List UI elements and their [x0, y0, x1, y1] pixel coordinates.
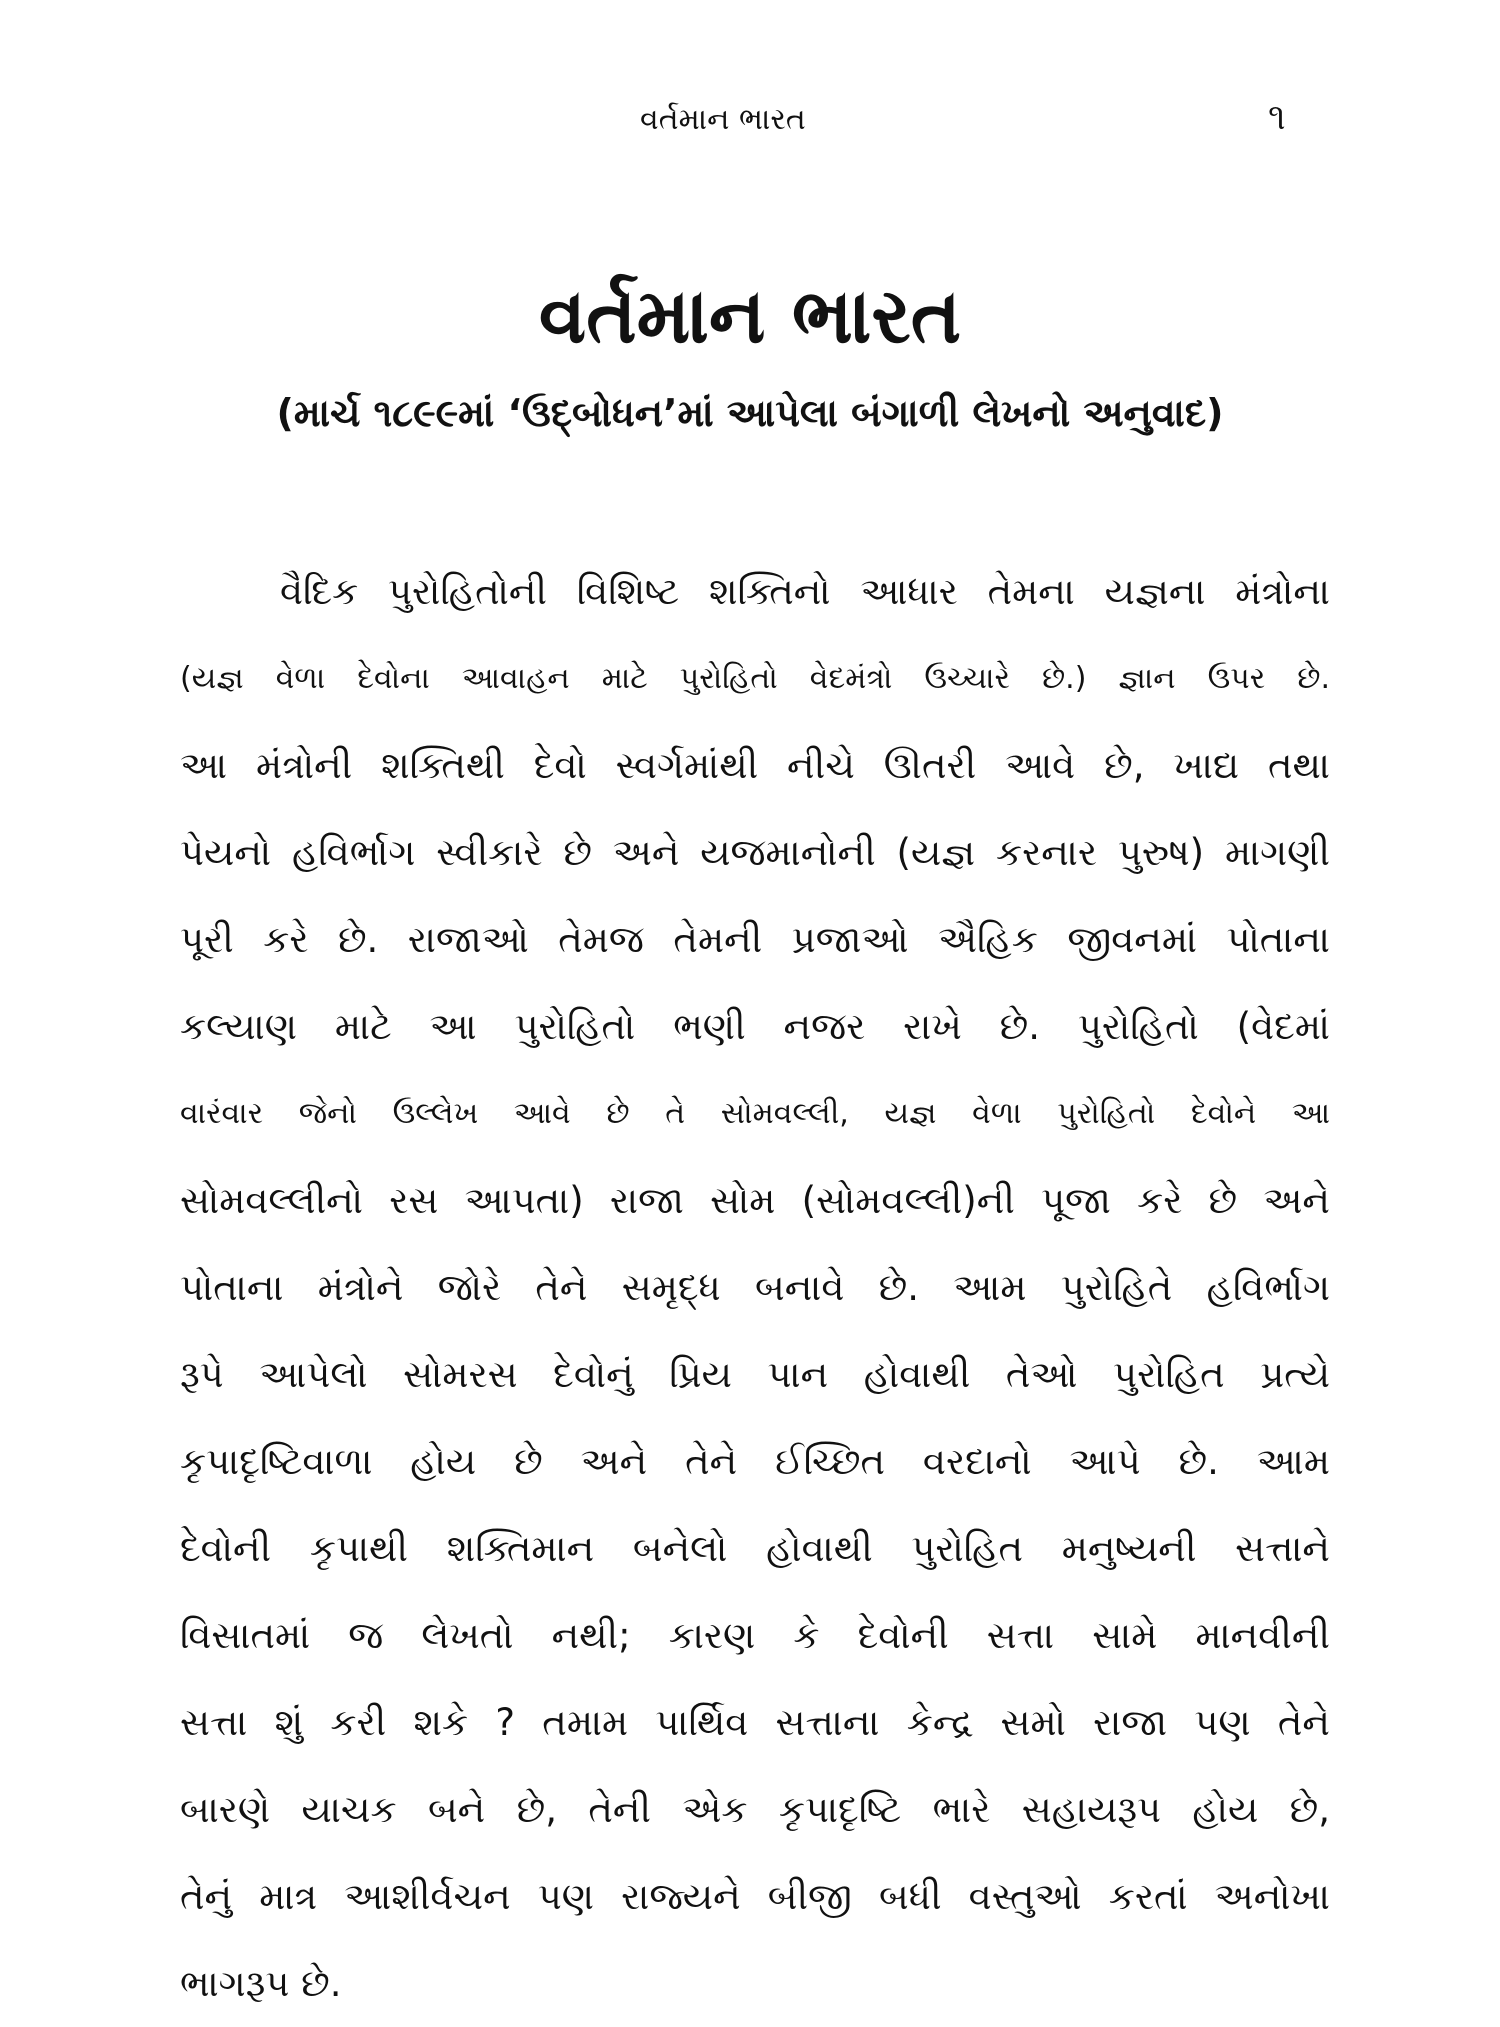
paragraph-line: વારંવાર જેનો ઉલ્લેખ આવે છે તે સોમવલ્લી, યજ્ઞ વેળા પુરોહિતો દેવોને આ [180, 1096, 1330, 1131]
paragraph-line: કૃપાદૃષ્ટિવાળા હોય છે અને તેને ઈચ્છિત વરદાનો આપે છે. આમ [180, 1440, 1330, 1483]
paragraph-line: સોમવલ્લીનો રસ આપતા) રાજા સોમ (સોમવલ્લી)ની પૂજા કરે છે અને [180, 1179, 1330, 1222]
paragraph-line: કલ્યાણ માટે આ પુરોહિતો ભણી નજર રાખે છે. પુરોહિતો (વેદમાં [180, 1005, 1330, 1048]
running-header: વર્તમાન ભારત [640, 102, 806, 137]
paragraph-line: દેવોની કૃપાથી શક્તિમાન બનેલો હોવાથી પુરોહિત મનુષ્યની સત્તાને [180, 1527, 1330, 1570]
paragraph-line: તેનું માત્ર આશીર્વચન પણ રાજ્યને બીજી બધી વસ્તુઓ કરતાં અનોખા [180, 1875, 1330, 1918]
paragraph-line: પૂરી કરે છે. રાજાઓ તેમજ તેમની પ્રજાઓ ઐહિક જીવનમાં પોતાના [180, 918, 1330, 961]
paragraph-line: સત્તા શું કરી શકે ? તમામ પાર્થિવ સત્તાના કેન્દ્ર સમો રાજા પણ તેને [180, 1701, 1330, 1744]
chapter-title: વર્તમાન ભારત [538, 271, 962, 360]
paragraph-line: આ મંત્રોની શક્તિથી દેવો સ્વર્ગમાંથી નીચે ઊતરી આવે છે, ખાદ્ય તથા [180, 744, 1330, 787]
paragraph-line: પેયનો હવિર્ભાગ સ્વીકારે છે અને યજમાનોની (યજ્ઞ કરનાર પુરુષ) માગણી [180, 831, 1330, 874]
paragraph-line: વૈદિક પુરોહિતોની વિશિષ્ટ શક્તિનો આધાર તેમના યજ્ઞના મંત્રોના [280, 570, 1330, 613]
paragraph-line: (યજ્ઞ વેળા દેવોના આવાહન માટે પુરોહિતો વેદમંત્રો ઉચ્ચારે છે.) જ્ઞાન ઉપર છે. [180, 661, 1330, 696]
paragraph-line: ભાગરૂપ છે. [180, 1962, 342, 2005]
body-paragraph [180, 548, 1330, 2027]
paragraph-line: વિસાતમાં જ લેખતો નથી; કારણ કે દેવોની સત્તા સામે માનવીની [180, 1614, 1330, 1657]
chapter-subtitle: (માર્ચ ૧૮૯૯માં ‘ઉદ્‌બોધન’માં આપેલા બંગાળી લેખનો અનુવાદ) [276, 391, 1224, 435]
paragraph-line: રૂપે આપેલો સોમરસ દેવોનું પ્રિય પાન હોવાથી તેઓ પુરોહિત પ્રત્યે [180, 1353, 1330, 1396]
paragraph-line: પોતાના મંત્રોને જોરે તેને સમૃદ્ધ બનાવે છે. આમ પુરોહિતે હવિર્ભાગ [180, 1266, 1330, 1309]
paragraph-line: બારણે યાચક બને છે, તેની એક કૃપાદૃષ્ટિ ભારે સહાયરૂપ હોય છે, [180, 1788, 1330, 1831]
page-number: ૧ [1268, 97, 1286, 138]
